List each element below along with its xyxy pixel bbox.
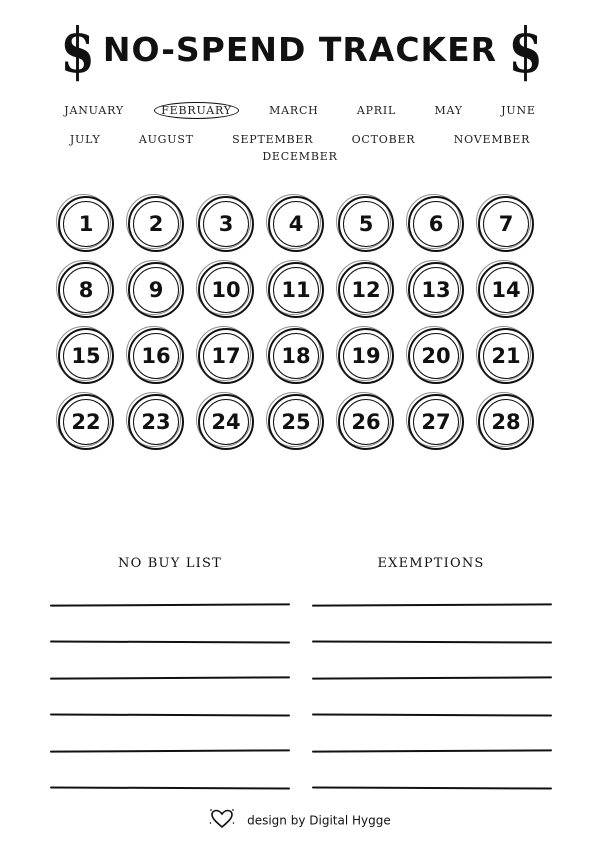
- day-coin[interactable]: 10: [198, 262, 254, 318]
- day-coin[interactable]: 24: [198, 394, 254, 450]
- day-coin[interactable]: 16: [128, 328, 184, 384]
- month-march[interactable]: MARCH: [269, 104, 319, 117]
- day-coin[interactable]: 17: [198, 328, 254, 384]
- day-coin[interactable]: 5: [338, 196, 394, 252]
- day-coin[interactable]: 3: [198, 196, 254, 252]
- exemptions-heading: EXEMPTIONS: [377, 556, 485, 571]
- day-coin[interactable]: 8: [58, 262, 114, 318]
- day-coin[interactable]: 9: [128, 262, 184, 318]
- month-february[interactable]: FEBRUARY: [154, 102, 239, 119]
- day-grid: [58, 196, 548, 450]
- page-title: NO-SPEND TRACKER: [102, 30, 498, 69]
- day-coin[interactable]: 12: [338, 262, 394, 318]
- month-june[interactable]: JUNE: [501, 104, 536, 117]
- writing-line[interactable]: [50, 676, 290, 679]
- heart-icon: [209, 808, 235, 833]
- day-coin[interactable]: 6: [408, 196, 464, 252]
- footer: [0, 808, 600, 833]
- writing-line[interactable]: [312, 786, 552, 789]
- writing-line[interactable]: [312, 640, 552, 643]
- month-january[interactable]: JANUARY: [64, 104, 124, 117]
- day-coin[interactable]: 15: [58, 328, 114, 384]
- month-april[interactable]: APRIL: [356, 104, 397, 117]
- day-coin[interactable]: 23: [128, 394, 184, 450]
- day-coin[interactable]: 27: [408, 394, 464, 450]
- month-october[interactable]: OCTOBER: [351, 133, 416, 146]
- exemptions-lines: [312, 604, 552, 823]
- day-coin[interactable]: 20: [408, 328, 464, 384]
- month-august[interactable]: AUGUST: [138, 133, 194, 146]
- writing-line[interactable]: [312, 749, 552, 752]
- day-coin[interactable]: 14: [478, 262, 534, 318]
- day-coin[interactable]: 2: [128, 196, 184, 252]
- footer-credit: design by Digital Hygge: [247, 813, 391, 828]
- dollar-icon-left: $: [60, 14, 95, 87]
- writing-line[interactable]: [312, 676, 552, 679]
- day-coin[interactable]: 19: [338, 328, 394, 384]
- day-coin[interactable]: 21: [478, 328, 534, 384]
- day-coin[interactable]: 13: [408, 262, 464, 318]
- dollar-icon-right: $: [508, 14, 543, 87]
- day-coin[interactable]: 7: [478, 196, 534, 252]
- day-coin[interactable]: 11: [268, 262, 324, 318]
- writing-line[interactable]: [312, 713, 552, 716]
- month-may[interactable]: MAY: [434, 104, 463, 117]
- writing-line[interactable]: [312, 603, 552, 606]
- day-coin[interactable]: 1: [58, 196, 114, 252]
- month-row-2: [0, 131, 600, 165]
- month-november[interactable]: NOVEMBER: [453, 133, 531, 146]
- day-coin[interactable]: 4: [268, 196, 324, 252]
- writing-line[interactable]: [50, 640, 290, 643]
- writing-line[interactable]: [50, 786, 290, 789]
- no-buy-list-lines: [50, 604, 290, 823]
- no-buy-list-heading: NO BUY LIST: [118, 556, 222, 571]
- month-july[interactable]: JULY: [69, 133, 101, 146]
- day-coin[interactable]: 22: [58, 394, 114, 450]
- day-coin[interactable]: 28: [478, 394, 534, 450]
- writing-line[interactable]: [50, 749, 290, 752]
- month-row-1: [0, 102, 600, 119]
- writing-line[interactable]: [50, 603, 290, 606]
- month-december[interactable]: DECEMBER: [262, 150, 338, 163]
- day-coin[interactable]: 18: [268, 328, 324, 384]
- writing-line[interactable]: [50, 713, 290, 716]
- day-coin[interactable]: 25: [268, 394, 324, 450]
- day-coin[interactable]: 26: [338, 394, 394, 450]
- month-september[interactable]: SEPTEMBER: [232, 133, 314, 146]
- header: [0, 14, 600, 87]
